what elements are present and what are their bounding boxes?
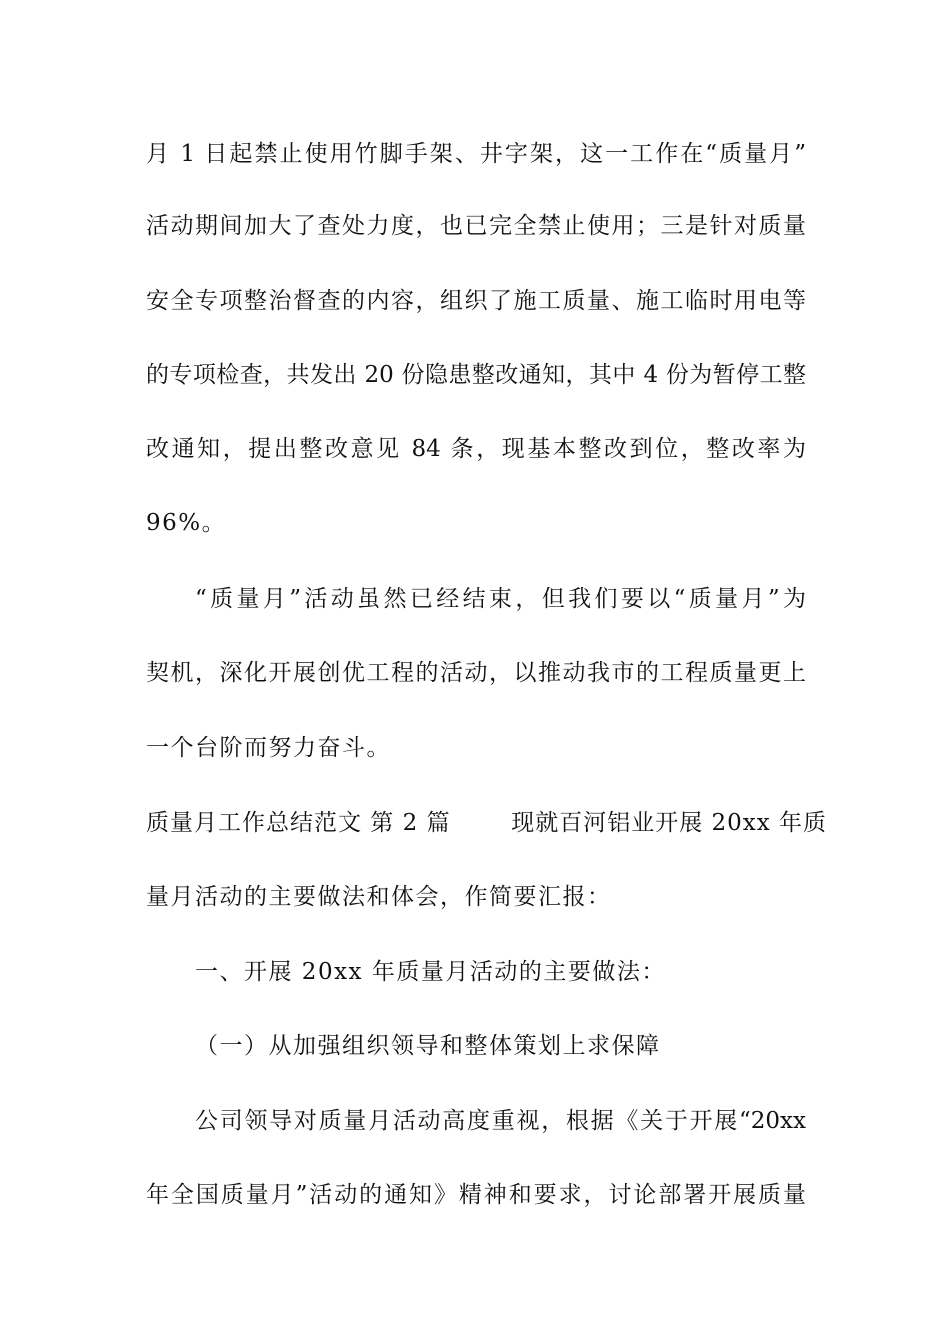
paragraph-line-2: 活动期间加大了查处力度，也已完全禁止使用；三是针对质量 — [146, 213, 806, 239]
paragraph-line-12: 年全国质量月”活动的通知》精神和要求，讨论部署开展质量 — [146, 1182, 806, 1208]
paragraph-line-9: 一个台阶而努力奋斗。 — [146, 735, 391, 761]
paragraph-line-11: 公司领导对质量月活动高度重视，根据《关于开展“20xx — [195, 1108, 806, 1134]
section-title-continuation: 现就百河铝业开展 20xx 年质 — [511, 810, 828, 836]
section-title: 质量月工作总结范文 第 2 篇 — [146, 810, 451, 836]
subheading-line-1: （一）从加强组织领导和整体策划上求保障 — [195, 1033, 661, 1059]
paragraph-line-6: 96%。 — [146, 510, 227, 536]
section-title-line — [146, 808, 828, 838]
heading-line-1: 一、开展 20xx 年质量月活动的主要做法： — [195, 959, 666, 985]
paragraph-line-8: 契机，深化开展创优工程的活动，以推动我市的工程质量更上 — [146, 660, 806, 686]
paragraph-line-3: 安全专项整治督查的内容，组织了施工质量、施工临时用电等 — [146, 288, 806, 314]
paragraph-line-4: 的专项检查，共发出 20 份隐患整改通知，其中 4 份为暂停工整 — [146, 362, 806, 388]
paragraph-line-1: 月 1 日起禁止使用竹脚手架、井字架，这一工作在“质量月” — [146, 141, 806, 167]
paragraph-line-7: “质量月”活动虽然已经结束，但我们要以“质量月”为 — [195, 586, 806, 612]
paragraph-line-5: 改通知，提出整改意见 84 条，现基本整改到位，整改率为 — [146, 436, 806, 462]
paragraph-line-10: 量月活动的主要做法和体会，作简要汇报： — [146, 884, 612, 910]
